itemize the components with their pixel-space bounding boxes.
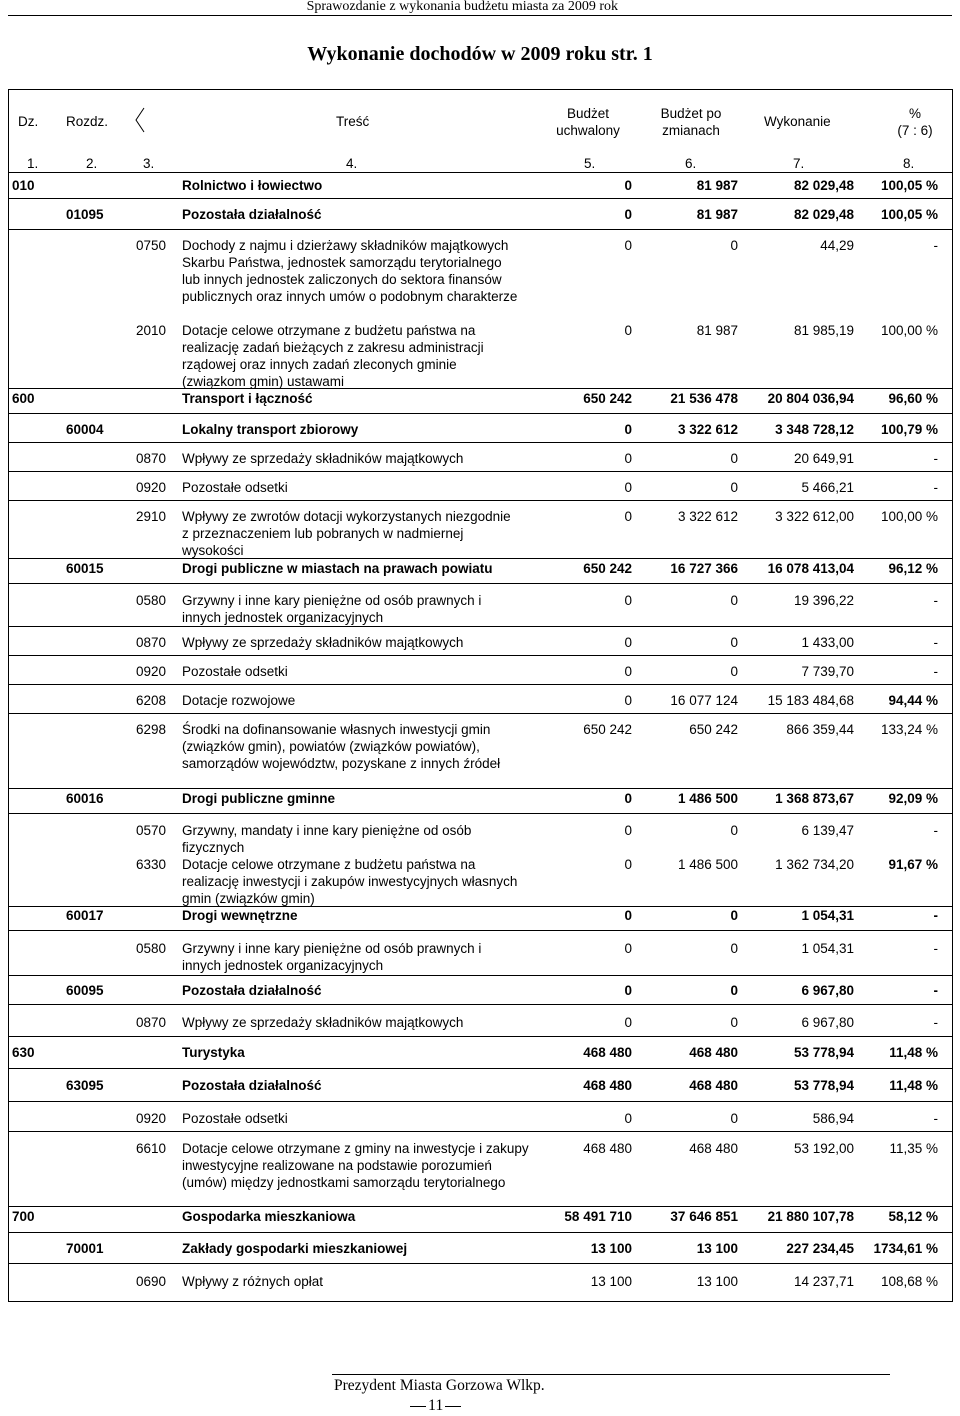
wykonanie-cell: 586,94 (812, 1111, 854, 1126)
rozdz-cell: 60015 (66, 561, 104, 576)
budzet-uchwalony-cell: 13 100 (590, 1241, 632, 1256)
col-rozdz: Rozdz. (66, 114, 109, 129)
procent-cell: 11,48 % (889, 1045, 938, 1060)
paragraf-cell: 0920 (135, 480, 166, 495)
row-separator (8, 788, 952, 789)
wykonanie-cell: 19 396,22 (793, 593, 854, 608)
procent-cell: 96,60 % (888, 391, 938, 406)
row-separator (8, 442, 952, 443)
procent-cell: - (933, 941, 938, 956)
wykonanie-cell: 6 967,80 (801, 983, 854, 998)
budzet-po-zmianach-cell: 650 242 (689, 722, 738, 737)
row-separator (8, 813, 952, 814)
desc-cell: Transport i łączność (182, 391, 313, 406)
budzet-po-zmianach-cell: 0 (730, 908, 738, 923)
paragraf-cell: 0570 (135, 823, 166, 838)
wykonanie-cell: 81 985,19 (793, 323, 854, 338)
budzet-uchwalony-cell: 0 (624, 1111, 632, 1126)
paragraf-cell: 0870 (135, 635, 166, 650)
budzet-uchwalony-cell: 650 242 (583, 561, 632, 576)
row-separator (8, 626, 952, 627)
paragraf-cell: 2010 (135, 323, 166, 338)
budzet-uchwalony-cell: 650 242 (583, 391, 632, 406)
desc-cell: Dochody z najmu i dzierżawy składników majątkowych Skarbu Państwa, jednostek samorządu terytorialnego lub innych jednostek zaliczonych do sektora finansów publicznych oraz innych umów o podobnym charakterze (182, 238, 518, 304)
row-separator (8, 1068, 952, 1069)
procent-cell: 108,68 % (880, 1274, 938, 1289)
budzet-uchwalony-cell: 13 100 (590, 1274, 632, 1289)
budzet-po-zmianach-cell: 0 (730, 1015, 738, 1030)
budzet-uchwalony-cell: 0 (624, 693, 632, 708)
procent-cell: - (933, 635, 938, 650)
budzet-uchwalony-cell: 468 480 (583, 1078, 632, 1093)
wykonanie-cell: 21 880 107,78 (767, 1209, 854, 1224)
paragraf-cell: 0580 (135, 941, 166, 956)
desc-cell: Gospodarka mieszkaniowa (182, 1209, 356, 1224)
page-number-value: 11 (428, 1397, 444, 1414)
desc-cell: Rolnictwo i łowiectwo (182, 178, 323, 193)
desc-cell: Wpływy z różnych opłat (182, 1274, 324, 1289)
paragraf-cell: 0690 (135, 1274, 166, 1289)
wykonanie-cell: 20 649,91 (793, 451, 854, 466)
dash-left (410, 1406, 426, 1407)
procent-cell: - (933, 983, 938, 998)
colnum-6: 6. (685, 156, 697, 171)
row-separator (8, 229, 952, 230)
budzet-uchwalony-cell: 0 (624, 908, 632, 923)
procent-cell: 58,12 % (888, 1209, 938, 1224)
desc-cell: Grzywny, mandaty i inne kary pieniężne od osób fizycznych (182, 823, 472, 855)
wykonanie-cell: 14 237,71 (793, 1274, 854, 1289)
col-dz: Dz. (18, 114, 39, 129)
budzet-po-zmianach-cell: 13 100 (696, 1241, 738, 1256)
budzet-po-zmianach-cell: 21 536 478 (670, 391, 738, 406)
budzet-po-zmianach-cell: 1 486 500 (677, 791, 738, 806)
desc-cell: Dotacje celowe otrzymane z budżetu państwa na realizację inwestycji i zakupów inwestycyjnych własnych gmin (związków gmin) (182, 857, 518, 906)
procent-cell: 1734,61 % (873, 1241, 938, 1256)
desc-cell: Grzywny i inne kary pieniężne od osób prawnych i innych jednostek organizacyjnych (182, 593, 482, 625)
budzet-uchwalony-cell: 468 480 (583, 1141, 632, 1156)
paragraf-cell: 6298 (135, 722, 166, 737)
colnum-5: 5. (584, 156, 596, 171)
rozdz-cell: 60016 (66, 791, 104, 806)
footer-rule (332, 1374, 890, 1375)
budzet-uchwalony-cell: 0 (624, 941, 632, 956)
dz-cell: 630 (12, 1045, 35, 1060)
budzet-po-zmianach-cell: 0 (730, 941, 738, 956)
col-wykonanie: Wykonanie (764, 114, 831, 129)
rozdz-cell: 60017 (66, 908, 104, 923)
running-header (0, 0, 960, 14)
dash-right (445, 1406, 461, 1407)
paragraf-cell: 2910 (135, 509, 166, 524)
paragraf-cell: 0870 (135, 451, 166, 466)
desc-cell: Wpływy ze sprzedaży składników majątkowych (182, 1015, 464, 1030)
budzet-po-zmianach-cell: 37 646 851 (670, 1209, 738, 1224)
budzet-po-zmianach-cell: 0 (730, 451, 738, 466)
row-separator (8, 198, 952, 199)
col-budzet-po-zmianach: Budżet po zmianach (660, 106, 722, 138)
budzet-uchwalony-cell: 0 (624, 857, 632, 872)
wykonanie-cell: 53 778,94 (793, 1078, 854, 1093)
desc-cell: Wpływy ze zwrotów dotacji wykorzystanych niezgodnie z przeznaczeniem lub pobranych w nadmiernej wysokości (182, 509, 511, 558)
wykonanie-cell: 6 139,47 (801, 823, 854, 838)
colnum-7: 7. (793, 156, 805, 171)
wykonanie-cell: 20 804 036,94 (767, 391, 854, 406)
budzet-po-zmianach-cell: 0 (730, 823, 738, 838)
wykonanie-cell: 53 192,00 (793, 1141, 854, 1156)
budzet-po-zmianach-cell: 0 (730, 593, 738, 608)
procent-cell: 92,09 % (888, 791, 938, 806)
procent-cell: - (933, 451, 938, 466)
paragraf-cell: 0580 (135, 593, 166, 608)
desc-cell: Pozostałe odsetki (182, 480, 288, 495)
page-title: Wykonanie dochodów w 2009 roku str. 1 (307, 43, 653, 65)
header-rule (8, 15, 952, 16)
budzet-po-zmianach-cell: 468 480 (689, 1045, 738, 1060)
procent-cell: 96,12 % (888, 561, 938, 576)
budzet-uchwalony-cell: 0 (624, 635, 632, 650)
row-separator (8, 1131, 952, 1132)
procent-cell: 133,24 % (880, 722, 938, 737)
rozdz-cell: 60004 (66, 422, 104, 437)
procent-cell: 100,79 % (880, 422, 938, 437)
colnum-8: 8. (903, 156, 915, 171)
signature: Prezydent Miasta Gorzowa Wlkp. (334, 1377, 545, 1394)
colnum-4: 4. (346, 156, 358, 171)
bracket-mark (134, 107, 146, 133)
desc-cell: Wpływy ze sprzedaży składników majątkowych (182, 451, 464, 466)
desc-cell: Drogi wewnętrzne (182, 908, 298, 923)
budzet-uchwalony-cell: 0 (624, 207, 632, 222)
desc-cell: Pozostała działalność (182, 207, 322, 222)
procent-cell: - (933, 238, 938, 253)
paragraf-cell: 0920 (135, 1111, 166, 1126)
budzet-po-zmianach-cell: 0 (730, 480, 738, 495)
row-separator (8, 1206, 952, 1207)
col-tresc: Treść (336, 114, 370, 129)
row-separator (8, 975, 952, 976)
procent-cell: - (933, 664, 938, 679)
procent-cell: - (933, 593, 938, 608)
budzet-po-zmianach-cell: 1 486 500 (677, 857, 738, 872)
budzet-po-zmianach-cell: 0 (730, 635, 738, 650)
budzet-po-zmianach-cell: 16 727 366 (670, 561, 738, 576)
wykonanie-cell: 1 433,00 (801, 635, 854, 650)
wykonanie-cell: 6 967,80 (801, 1015, 854, 1030)
budzet-po-zmianach-cell: 81 987 (696, 323, 738, 338)
budzet-uchwalony-cell: 0 (624, 664, 632, 679)
desc-cell: Wpływy ze sprzedaży składników majątkowych (182, 635, 464, 650)
col-procent: % (7 : 6) (897, 106, 933, 138)
dz-cell: 010 (12, 178, 35, 193)
desc-cell: Pozostała działalność (182, 1078, 322, 1093)
row-separator (8, 558, 952, 559)
paragraf-cell: 6330 (135, 857, 166, 872)
rozdz-cell: 70001 (66, 1241, 104, 1256)
desc-cell: Lokalny transport zbiorowy (182, 422, 359, 437)
row-separator (8, 471, 952, 472)
desc-cell: Środki na dofinansowanie własnych inwestycji gmin (związków gmin), powiatów (związków powiatów), samorządów województw, pozyskane z innych źródeł (182, 722, 501, 771)
dz-cell: 600 (12, 391, 35, 406)
desc-cell: Pozostała działalność (182, 983, 322, 998)
budzet-po-zmianach-cell: 81 987 (696, 178, 738, 193)
row-separator (8, 583, 952, 584)
wykonanie-cell: 227 234,45 (786, 1241, 854, 1256)
wykonanie-cell: 15 183 484,68 (767, 693, 854, 708)
dz-cell: 700 (12, 1209, 35, 1224)
rozdz-cell: 01095 (66, 207, 104, 222)
budzet-uchwalony-cell: 0 (624, 451, 632, 466)
header-separator (8, 172, 952, 173)
budzet-po-zmianach-cell: 3 322 612 (677, 422, 738, 437)
wykonanie-cell: 16 078 413,04 (767, 561, 854, 576)
colnum-3: 3. (143, 156, 155, 171)
paragraf-cell: 6610 (135, 1141, 166, 1156)
procent-cell: 100,05 % (880, 178, 938, 193)
row-separator (8, 1263, 952, 1264)
desc-cell: Dotacje rozwojowe (182, 693, 296, 708)
row-separator (8, 930, 952, 931)
paragraf-cell: 6208 (135, 693, 166, 708)
budzet-uchwalony-cell: 0 (624, 593, 632, 608)
budzet-po-zmianach-cell: 468 480 (689, 1141, 738, 1156)
wykonanie-cell: 3 348 728,12 (775, 422, 854, 437)
wykonanie-cell: 1 368 873,67 (775, 791, 854, 806)
desc-cell: Drogi publiczne w miastach na prawach powiatu (182, 561, 493, 576)
desc-cell: Grzywny i inne kary pieniężne od osób prawnych i innych jednostek organizacyjnych (182, 941, 482, 973)
procent-cell: 91,67 % (888, 857, 938, 872)
procent-cell: 11,35 % (889, 1141, 938, 1156)
budzet-po-zmianach-cell: 3 322 612 (677, 509, 738, 524)
budzet-uchwalony-cell: 0 (624, 791, 632, 806)
procent-cell: - (933, 480, 938, 495)
procent-cell: 94,44 % (888, 693, 938, 708)
row-separator (8, 1004, 952, 1005)
wykonanie-cell: 44,29 (820, 238, 854, 253)
wykonanie-cell: 1 054,31 (801, 941, 854, 956)
rozdz-cell: 60095 (66, 983, 104, 998)
row-separator (8, 684, 952, 685)
wykonanie-cell: 1 362 734,20 (775, 857, 854, 872)
row-separator (8, 388, 952, 389)
procent-cell: - (933, 1111, 938, 1126)
budzet-po-zmianach-cell: 16 077 124 (670, 693, 738, 708)
budzet-po-zmianach-cell: 0 (730, 664, 738, 679)
page-number (410, 1397, 461, 1415)
row-separator (8, 413, 952, 414)
wykonanie-cell: 5 466,21 (801, 480, 854, 495)
wykonanie-cell: 7 739,70 (801, 664, 854, 679)
budzet-po-zmianach-cell: 0 (730, 1111, 738, 1126)
paragraf-cell: 0870 (135, 1015, 166, 1030)
row-separator (8, 713, 952, 714)
rozdz-cell: 63095 (66, 1078, 104, 1093)
wykonanie-cell: 53 778,94 (793, 1045, 854, 1060)
budzet-po-zmianach-cell: 13 100 (696, 1274, 738, 1289)
row-separator (8, 655, 952, 656)
procent-cell: 11,48 % (889, 1078, 938, 1093)
budzet-uchwalony-cell: 0 (624, 178, 632, 193)
budzet-uchwalony-cell: 0 (624, 983, 632, 998)
wykonanie-cell: 3 322 612,00 (775, 509, 854, 524)
desc-cell: Zakłady gospodarki mieszkaniowej (182, 1241, 408, 1256)
procent-cell: - (933, 823, 938, 838)
budzet-uchwalony-cell: 0 (624, 323, 632, 338)
budzet-uchwalony-cell: 468 480 (583, 1045, 632, 1060)
paragraf-cell: 0920 (135, 664, 166, 679)
budzet-po-zmianach-cell: 81 987 (696, 207, 738, 222)
procent-cell: - (933, 1015, 938, 1030)
desc-cell: Dotacje celowe otrzymane z budżetu państwa na realizację zadań bieżących z zakresu administracji rządowej oraz innych zadań zleconych gminie (związkom gmin) ustawami (182, 323, 484, 389)
budzet-po-zmianach-cell: 0 (730, 983, 738, 998)
desc-cell: Turystyka (182, 1045, 245, 1060)
procent-cell: 100,00 % (880, 323, 938, 338)
row-separator (8, 1232, 952, 1233)
colnum-1: 1. (27, 156, 39, 171)
procent-cell: 100,05 % (880, 207, 938, 222)
procent-cell: - (933, 908, 938, 923)
budzet-uchwalony-cell: 0 (624, 1015, 632, 1030)
row-separator (8, 500, 952, 501)
wykonanie-cell: 82 029,48 (793, 178, 854, 193)
budzet-uchwalony-cell: 0 (624, 238, 632, 253)
budzet-uchwalony-cell: 0 (624, 823, 632, 838)
wykonanie-cell: 866 359,44 (786, 722, 854, 737)
desc-cell: Drogi publiczne gminne (182, 791, 336, 806)
procent-cell: 100,00 % (880, 509, 938, 524)
wykonanie-cell: 82 029,48 (793, 207, 854, 222)
colnum-2: 2. (86, 156, 98, 171)
budzet-uchwalony-cell: 0 (624, 509, 632, 524)
budzet-uchwalony-cell: 0 (624, 480, 632, 495)
row-separator (8, 1036, 952, 1037)
desc-cell: Pozostałe odsetki (182, 1111, 288, 1126)
desc-cell: Dotacje celowe otrzymane z gminy na inwestycje i zakupy inwestycyjne realizowane na podstawie porozumień (umów) między jednostkami samorządu terytorialnego (182, 1141, 529, 1190)
wykonanie-cell: 1 054,31 (801, 908, 854, 923)
budzet-uchwalony-cell: 650 242 (583, 722, 632, 737)
row-separator (8, 1101, 952, 1102)
budzet-uchwalony-cell: 58 491 710 (564, 1209, 632, 1224)
budzet-po-zmianach-cell: 468 480 (689, 1078, 738, 1093)
report-title: Sprawozdanie z wykonania budżetu miasta za 2009 rok (306, 0, 618, 14)
paragraf-cell: 0750 (135, 238, 166, 253)
col-budzet-uchwalony: Budżet uchwalony (556, 106, 620, 138)
budzet-uchwalony-cell: 0 (624, 422, 632, 437)
desc-cell: Pozostałe odsetki (182, 664, 288, 679)
budzet-po-zmianach-cell: 0 (730, 238, 738, 253)
